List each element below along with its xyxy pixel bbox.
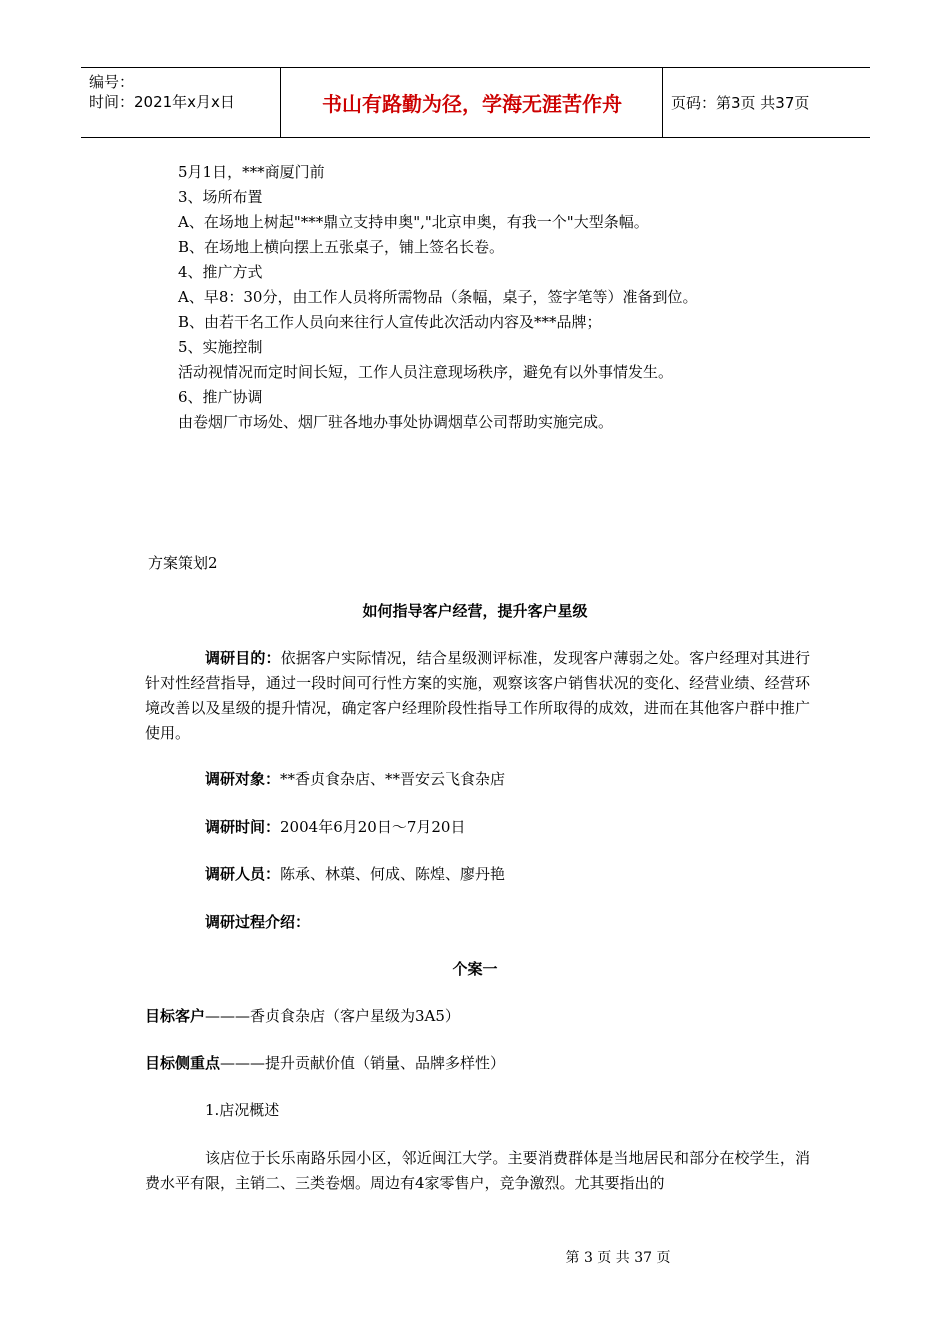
object-text: **香贞食杂店、**晋安云飞食杂店 <box>280 770 506 788</box>
time-text: 2004年6月20日～7月20日 <box>280 818 466 836</box>
line-promotion-b: B、由若干名工作人员向来往行人宣传此次活动内容及***品牌； <box>178 313 602 331</box>
time-line <box>205 816 465 837</box>
line-control: 活动视情况而定时间长短，工作人员注意现场秩序，避免有以外事情发生。 <box>178 363 674 381</box>
overview-paragraph: 该店位于长乐南路乐园小区，邻近闽江大学。主要消费群体是当地居民和部分在校学生，消费水平有限，主销二、三类卷烟。周边有4家零售户，竞争激烈。尤其要指出的 <box>145 1149 810 1192</box>
page-footer: 第 3 页 共 37 页 <box>565 1250 671 1266</box>
overview-heading: 1.店况概述 <box>205 1101 280 1119</box>
header-motto: 书山有路勤为径，学海无涯苦作舟 <box>282 68 663 137</box>
header-meta <box>81 68 281 137</box>
target-focus-label: 目标侧重点 <box>145 1054 221 1072</box>
purpose-label: 调研目的： <box>205 649 281 667</box>
heading-coordination: 6、推广协调 <box>178 388 263 406</box>
process-label: 调研过程介绍： <box>205 913 311 931</box>
line-venue-a: A、在场地上树起"***鼎立支持申奥","北京申奥，有我一个"大型条幅。 <box>178 213 649 231</box>
heading-promotion: 4、推广方式 <box>178 263 263 281</box>
purpose-text: 依据客户实际情况，结合星级测评标准，发现客户薄弱之处。客户经理对其进行针对性经营指导，通过一段时间可行性方案的实施，观察该客户销售状况的变化、经营业绩、经营环境改善以及星级的提升情况，确定客户经理阶段性指导工作所取得的成效，进而在其他客户群中推广使用。 <box>145 649 810 742</box>
heading-control: 5、实施控制 <box>178 338 263 356</box>
heading-venue: 3、场所布置 <box>178 188 263 206</box>
target-customer-label: 目标客户 <box>145 1007 206 1025</box>
object-line <box>205 768 505 789</box>
serial-label: 编号： <box>89 73 135 91</box>
line-date: 5月1日，***商厦门前 <box>178 163 325 181</box>
line-coordination: 由卷烟厂市场处、烟厂驻各地办事处协调烟草公司帮助实施完成。 <box>178 413 614 431</box>
people-text: 陈承、林蕖、何成、陈煌、廖丹艳 <box>280 865 506 883</box>
target-customer-line <box>145 1005 460 1026</box>
page-header <box>81 67 870 138</box>
people-line <box>205 863 505 884</box>
purpose-paragraph <box>145 646 810 746</box>
target-focus-text: ———提升贡献价值（销量、品牌多样性） <box>220 1054 506 1072</box>
line-promotion-a: A、早8：30分，由工作人员将所需物品（条幅，桌子，签字笔等）准备到位。 <box>178 288 698 306</box>
target-customer-text: ———香贞食杂店（客户星级为3A5） <box>205 1007 460 1025</box>
plan-label: 方案策划2 <box>148 554 218 572</box>
header-page-info: 页码：第3页 共37页 <box>671 94 810 112</box>
doc-title: 如何指导客户经营，提升客户星级 <box>362 602 588 620</box>
time-label-research: 调研时间： <box>205 818 281 836</box>
target-focus-line <box>145 1052 505 1073</box>
time-label: 时间：2021年x月x日 <box>89 93 235 111</box>
people-label: 调研人员： <box>205 865 281 883</box>
case-title: 个案一 <box>452 960 498 978</box>
object-label: 调研对象： <box>205 770 281 788</box>
line-venue-b: B、在场地上横向摆上五张桌子，铺上签名长卷。 <box>178 238 505 256</box>
